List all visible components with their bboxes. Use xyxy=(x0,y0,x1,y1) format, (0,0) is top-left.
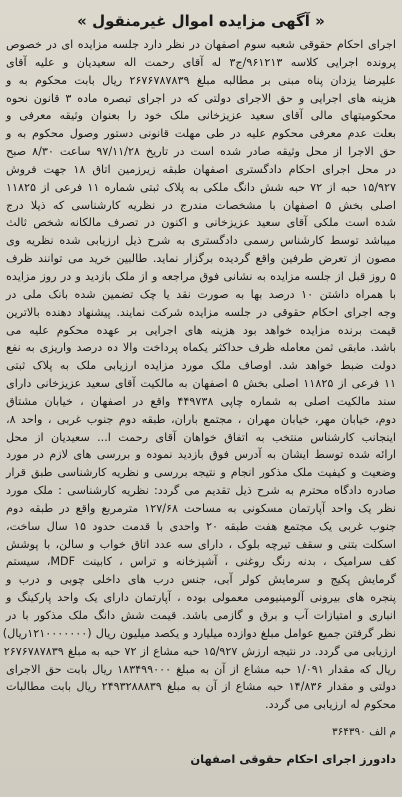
notice-signature: دادورز اجرای احکام حقوقی اصفهان xyxy=(190,752,396,766)
notice-line: ارزیابی می گردد. در نتیجه ارزش ۱۵/۹۲۷ حبه مشاع از ۷۲ حبه به مبلغ ۲۶۷۶۷۸۷۸۳۹ xyxy=(3,644,396,658)
notice-line: نظر گرفتن جمیع عوامل مبلغ دوازده میلیارد و یکصد میلیون ریال (۱۲۱۰۰۰۰۰۰۰ریال) xyxy=(2,626,396,640)
notice-reference-number: م الف ۳۶۴۳۹۰ xyxy=(331,726,396,738)
notice-title: « آگهی مزایده اموال غیرمنقول » xyxy=(77,12,325,30)
notice-line: قیمت برنده مزایده خواهد بود هزینه های اجرایی بر عهده محکوم علیه می xyxy=(6,323,396,337)
notice-line: دولتی و مقدار ۱۴/۸۳۶ حبه مشاع از آن به مبلغ ۲۴۹۳۲۸۸۸۳۹ ریال بابت مطالبات xyxy=(6,680,396,694)
notice-line: حق الاجرا از محل وثیقه صادر شده است در تاریخ ۹۷/۱۱/۲۸ ساعت ۸/۳۰ صبح xyxy=(6,145,396,159)
notice-line: اجرای احکام حقوقی شعبه سوم اصفهان در نظر دارد جلسه مزایده ای در خصوص xyxy=(6,38,396,51)
notice-line: محکوم له ارزیابی می گردد. xyxy=(265,698,396,712)
notice-line: در محل اجرای احکام دادگستری اصفهان طبقه زیرزمین اتاق ۱۸ جهت فروش xyxy=(6,162,396,176)
notice-line: ارائه شده توسط ایشان به آدرس فوق بازدید نموده و بررسی های لازم در مورد xyxy=(6,448,396,462)
notice-line: دوم، خیابان مهر، خیابان مهران ، مجتمع باران، طبقه دوم جنوب غربی ، واحد ۸، xyxy=(6,412,396,426)
notice-line: سند مالکیت اصلی به شماره چاپی ۴۴۹۷۳۸ واقع در اصفهان ، خیابان مشتاق xyxy=(6,394,396,408)
notice-line: اصلی بخش ۵ اصفهان با مشخصات مندرج در نظریه کارشناسی که ذیلا درج xyxy=(6,198,396,212)
notice-line: با همراه داشتن ۱۰ درصد بها به صورت نقد یا چک تضمین شده بانک ملی در xyxy=(6,287,397,301)
notice-line: ریال که مقدار ۱/۰۹۱ حبه مشاع از آن به مبلغ ۱۸۳۴۹۹۰۰۰ ریال بابت حق الاجرای xyxy=(6,662,396,676)
notice-line: گرمایش پکیج و سرمایش کولر آبی، جنس درب های داخلی چوبی و درب و xyxy=(6,573,396,587)
notice-line: هزینه های اجرایی و حق الاجرای دولتی که در اجرای تبصره ماده ۳ قانون نحوه xyxy=(6,91,396,105)
notice-line: اسکلت بتنی و سقف تیرچه بلوک ، دارای سه عدد اتاق خواب و سالن، با پوشش xyxy=(6,537,396,551)
notice-line: میباشد توسط کارشناس رسمی دادگستری به شرح ذیل ارزیابی شده نظریه وی xyxy=(6,234,396,248)
notice-line: علیرضا یزدان پناه مبنی بر مطالبه مبلغ ۲۶۷۶۷۸۷۸۳۹ ریال بابت محکوم به و xyxy=(6,73,396,87)
notice-line: ۵ روز قبل از جلسه مزایده به نشانی فوق مراجعه و از ملک بازدید و در روز مزایده xyxy=(6,269,396,283)
notice-line: کف سرامیک ، بدنه رنگ روغنی ، آشپزخانه و تراس ، کابینت MDF، سیستم xyxy=(6,555,396,569)
notice-line: مصون از تعرض طرفین واقع گردیده برگزار نماید. طالبین خرید می توانند ظرف xyxy=(6,252,396,266)
notice-line: وجه اجرای احکام حقوقی در جلسه مزایده شرکت نمایند. پیشنهاد دهنده بالاترین xyxy=(6,305,396,319)
notice-line: صادره دادگاه محترم به شرح ذیل تقدیم می گردد: نظریه کارشناسی : ملک مورد xyxy=(6,484,396,498)
notice-line: ۱۵/۹۲۷ حبه از ۷۲ حبه شش دانگ ملکی به پلاک ثبتی شماره ۱۱ فرعی از ۱۱۸۲۵ xyxy=(6,180,397,194)
notice-line: دولت ضبط خواهد شد. اوصاف ملک مورد مزایده ارزیابی ملک به پلاک ثبتی xyxy=(6,359,396,373)
notice-line: پرونده اجرایی کلاسه ۹۶۱۲۱۳/ج۳ له آقای رحمت اله سعیدیان و علیه آقای xyxy=(6,55,396,69)
notice-line: انباری و امتیازات آب و برق و گازمی باشد. قیمت شش دانگ ملک مذکور با در xyxy=(6,609,396,622)
notice-line: وضعیت و کیفیت ملک مذکور انجام و نتیجه بررسی و نظریه کارشناسی طبق قرار xyxy=(6,466,396,480)
notice-line: نظر یک واحد آپارتمان مسکونی به مساحت ۱۲۷/۶۸ مترمربع واقع در طبقه دوم xyxy=(6,501,396,515)
notice-line: پنجره های بیرونی آلومینیومی معمولی بوده ، آپارتمان دارای یک واحد پارکینگ و xyxy=(6,591,396,605)
notice-line: اینجانب کارشناس منتخب به اتفاق خواهان آقای رحمت ا... سعیدیان از محل xyxy=(6,430,396,444)
notice-line: ۱۱ فرعی از ۱۱۸۲۵ اصلی بخش ۵ اصفهان به مالکیت آقای سعید عزیزخانی دارای xyxy=(6,377,396,391)
notice-line: بعلت عدم معرفی محکوم علیه در طی مهلت قانونی دستور وصول محکوم به و xyxy=(6,127,396,141)
notice-line: شده است ملکی آقای سعید عزیزخانی و اکنون در تصرف مالکانه شخص ثالث xyxy=(6,216,396,230)
notice-line: محکومیتهای مالی آقای سعید عزیزخانی ملک خود را بعنوان وثیقه معرفی و xyxy=(6,109,396,123)
notice-body xyxy=(2,36,397,722)
notice-line: باشد. مابقی ثمن معامله ظرف حداکثر یکماه پرداخت والا ده درصد واریزی به نفع xyxy=(6,341,396,355)
notice-line: جنوب غربی یک مجتمع هفت طبقه ۲۰ واحدی با قدمت حدود ۱۵ سال ساخت، xyxy=(6,519,396,533)
